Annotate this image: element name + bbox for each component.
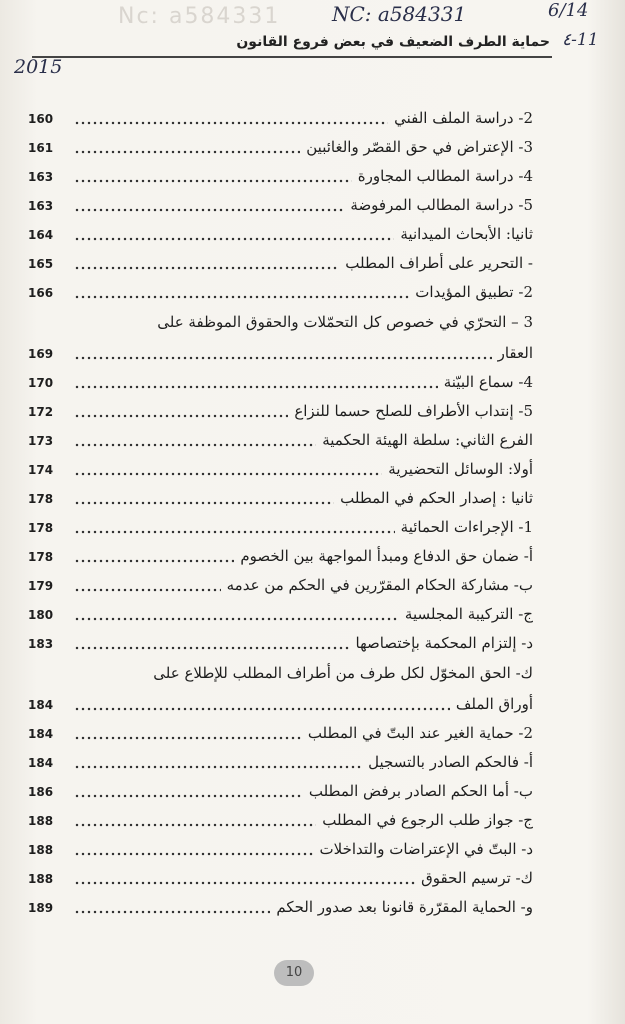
toc-entry-page: 166: [28, 286, 54, 300]
toc-dot-leader: [74, 179, 352, 183]
toc-entry: [28, 831, 533, 860]
toc-entry-title: 2- دراسة الملف الفني: [394, 109, 533, 127]
toc-entry-title: ثانيا: الأبحاث الميدانية: [400, 225, 533, 243]
toc-entry: [28, 744, 533, 773]
toc-entry: [28, 274, 533, 303]
toc-entry-page: 188: [28, 843, 54, 857]
toc-entry-title: ك- ترسيم الحقوق: [421, 869, 533, 887]
toc-entry-title: 5- إنتداب الأطراف للصلح حسما للنزاع: [294, 402, 533, 420]
toc-dot-leader: [74, 646, 350, 650]
faint-stamp: Nc: a584331: [118, 4, 281, 29]
toc-entry-title: 3- الإعتراض في حق القصّر والغائبين: [306, 138, 533, 156]
toc-dot-leader: [74, 266, 339, 270]
toc-dot-leader: [74, 237, 394, 241]
toc-entry-title: ج- التركيبة المجلسية: [404, 605, 533, 623]
toc-entry: [28, 860, 533, 889]
toc-entry: [28, 509, 533, 538]
toc-entry: [28, 715, 533, 744]
toc-entry-title: أولا: الوسائل التحضيرية: [388, 460, 533, 478]
toc-entry: [28, 686, 533, 715]
handwritten-catalog-number: NC: a584331: [332, 2, 467, 26]
toc-entry-page: 172: [28, 405, 54, 419]
toc-entry-title: ج- جواز طلب الرجوع في المطلب: [322, 811, 533, 829]
toc-entry: [28, 129, 533, 158]
header-rule: [32, 56, 552, 58]
toc-entry: [28, 216, 533, 245]
toc-entry-page: 189: [28, 901, 54, 915]
toc-entry-page: 184: [28, 698, 54, 712]
toc-entry: [28, 889, 533, 918]
toc-entry-page: 188: [28, 872, 54, 886]
toc-entry-page: 163: [28, 199, 54, 213]
toc-entry-title: العقار: [497, 344, 533, 362]
toc-entry-page: 173: [28, 434, 54, 448]
toc-entry-title: و- الحماية المقرّرة قانونا بعد صدور الحكم: [276, 898, 533, 916]
running-title: حماية الطرف الضعيف في بعض فروع القانون: [236, 34, 550, 50]
toc-entry-title: 2- تطبيق المؤيدات: [415, 283, 533, 301]
toc-entry-page: 184: [28, 756, 54, 770]
toc-entry: [28, 451, 533, 480]
toc-dot-leader: [74, 559, 234, 563]
toc-entry-title: 3 – التحرّي في خصوص كل التحمّلات والحقوق الموظفة على: [157, 313, 533, 331]
toc-entry-title: د- إلتزام المحكمة بإختصاصها: [355, 634, 533, 652]
toc-dot-leader: [74, 617, 399, 621]
toc-entry-page: 178: [28, 550, 54, 564]
table-of-contents: [28, 100, 533, 918]
toc-entry-page: 183: [28, 637, 54, 651]
toc-dot-leader: [74, 385, 438, 389]
toc-entry-page: 188: [28, 814, 54, 828]
toc-entry-title: - التحرير على أطراف المطلب: [345, 254, 533, 272]
toc-entry-page: 170: [28, 376, 54, 390]
toc-entry-page: 169: [28, 347, 54, 361]
toc-entry: [28, 596, 533, 625]
toc-entry-page: 186: [28, 785, 54, 799]
toc-dot-leader: [74, 881, 415, 885]
page-number: 10: [274, 960, 314, 986]
handwritten-right-note: ٤-11: [562, 30, 599, 50]
toc-dot-leader: [74, 501, 334, 505]
toc-dot-leader: [74, 736, 302, 740]
toc-entry-title: 4- سماع البيّنة: [443, 373, 533, 391]
toc-entry-title: الفرع الثاني: سلطة الهيئة الحكمية: [322, 431, 533, 449]
toc-entry-title: أ- فالحكم الصادر بالتسجيل: [368, 753, 533, 771]
toc-entry: [28, 187, 533, 216]
toc-dot-leader: [74, 707, 450, 711]
toc-entry-title: أ- ضمان حق الدفاع ومبدأ المواجهة بين الخصوم: [240, 547, 533, 565]
toc-dot-leader: [74, 443, 316, 447]
toc-dot-leader: [74, 150, 300, 154]
toc-entry: [28, 773, 533, 802]
toc-entry-page: 161: [28, 141, 54, 155]
toc-entry: [28, 567, 533, 596]
toc-entry-title: 5- دراسة المطالب المرفوضة: [350, 196, 533, 214]
toc-dot-leader: [74, 208, 344, 212]
toc-entry: [28, 654, 533, 686]
toc-dot-leader: [74, 472, 382, 476]
toc-entry-page: 174: [28, 463, 54, 477]
toc-entry-page: 178: [28, 492, 54, 506]
toc-entry-page: 164: [28, 228, 54, 242]
toc-dot-leader: [74, 852, 314, 856]
toc-entry-page: 178: [28, 521, 54, 535]
toc-entry-page: 165: [28, 257, 54, 271]
toc-dot-leader: [74, 530, 395, 534]
toc-entry: [28, 245, 533, 274]
handwritten-top-right-note: 6/14: [548, 0, 589, 21]
toc-dot-leader: [74, 910, 270, 914]
toc-entry-title: ك- الحق المخوّل لكل طرف من أطراف المطلب للإطلاع على: [153, 664, 533, 682]
toc-entry-title: ثانيا : إصدار الحكم في المطلب: [340, 489, 533, 507]
toc-entry-page: 184: [28, 727, 54, 741]
toc-entry-title: ب- أما الحكم الصادر برفض المطلب: [308, 782, 533, 800]
toc-dot-leader: [74, 794, 303, 798]
toc-dot-leader: [74, 414, 288, 418]
toc-entry-page: 180: [28, 608, 54, 622]
toc-entry-page: 163: [28, 170, 54, 184]
toc-entry-title: 1- الإجراءات الحمائية: [400, 518, 533, 536]
toc-entry-title: 4- دراسة المطالب المجاورة: [357, 167, 533, 185]
toc-dot-leader: [74, 121, 388, 125]
toc-dot-leader: [74, 823, 316, 827]
toc-entry: [28, 422, 533, 451]
toc-entry-title: 2- حماية الغير عند البتّ في المطلب: [307, 724, 533, 742]
toc-entry-page: 179: [28, 579, 54, 593]
toc-entry: [28, 100, 533, 129]
toc-entry: [28, 625, 533, 654]
toc-entry: [28, 802, 533, 831]
handwritten-year: 2015: [14, 56, 63, 78]
toc-dot-leader: [74, 765, 362, 769]
toc-entry: [28, 538, 533, 567]
toc-entry: [28, 480, 533, 509]
toc-dot-leader: [74, 356, 492, 360]
toc-entry: [28, 335, 533, 364]
toc-entry-title: د- البتّ في الإعتراضات والتداخلات: [319, 840, 533, 858]
toc-entry: [28, 393, 533, 422]
toc-entry-title: ب- مشاركة الحكام المقرّرين في الحكم من عدمه: [226, 576, 533, 594]
toc-dot-leader: [74, 588, 221, 592]
toc-entry: [28, 364, 533, 393]
toc-entry-title: أوراق الملف: [455, 695, 533, 713]
toc-entry: [28, 158, 533, 187]
toc-entry: [28, 303, 533, 335]
toc-dot-leader: [74, 295, 409, 299]
toc-entry-page: 160: [28, 112, 54, 126]
